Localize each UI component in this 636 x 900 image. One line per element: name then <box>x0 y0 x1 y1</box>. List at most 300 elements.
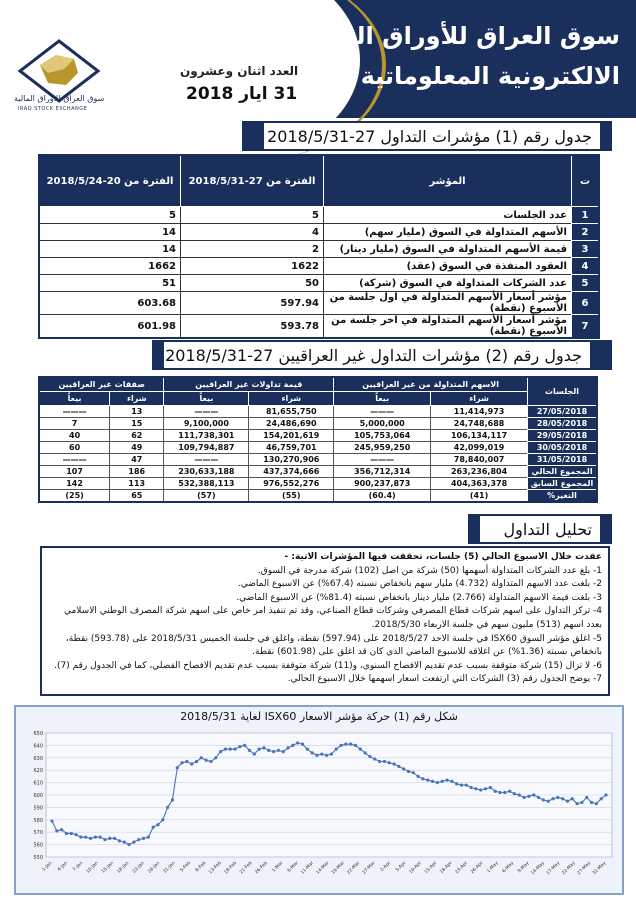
data-point <box>527 795 530 798</box>
publication-subtitle: الالكترونية المعلوماتية <box>360 62 620 90</box>
shares-sell: ——— <box>334 454 431 466</box>
x-tick-label: 14-Mar <box>315 860 331 876</box>
data-point <box>494 790 497 793</box>
trading-indicators-table <box>38 154 600 339</box>
data-point <box>171 798 174 801</box>
row-index: 3 <box>572 241 600 258</box>
data-point <box>161 818 164 821</box>
value-buy: (55) <box>249 490 334 503</box>
data-point <box>407 770 410 773</box>
deals-buy: 47 <box>110 454 164 466</box>
data-point <box>50 819 53 822</box>
x-tick-label: 18-Jan <box>116 860 131 875</box>
logo-subtitle: IRAQ STOCK EXCHANGE <box>18 106 88 112</box>
current-value: 4 <box>181 224 324 241</box>
previous-value: 1662 <box>39 258 181 275</box>
col-deals-buy: شراء <box>110 392 164 406</box>
data-point <box>94 836 97 839</box>
data-point <box>277 749 280 752</box>
x-tick-label: 18-Feb <box>223 860 239 876</box>
previous-value: 601.98 <box>39 315 181 339</box>
data-point <box>224 748 227 751</box>
data-point <box>412 771 415 774</box>
data-point <box>108 837 111 840</box>
x-tick-label: 1-May <box>486 860 500 875</box>
publication-title: سوق العراق للأوراق المالية <box>298 22 620 50</box>
deals-sell: 142 <box>39 478 110 490</box>
data-point <box>388 761 391 764</box>
current-value: 50 <box>181 275 324 292</box>
previous-value: 603.68 <box>39 292 181 315</box>
x-tick-label: 2-Apr <box>379 860 392 874</box>
x-tick-label: 14-May <box>530 860 546 877</box>
data-point <box>470 786 473 789</box>
session-date: 30/05/2018 <box>528 442 598 454</box>
logo-name: سوق العراق للاوراق المالية <box>14 94 105 103</box>
value-sell: 230,633,188 <box>164 466 249 478</box>
x-tick-label: 10-Apr <box>408 860 423 876</box>
data-point <box>402 767 405 770</box>
data-point <box>258 748 261 751</box>
session-date: التغير% <box>528 490 598 503</box>
issue-number: العدد اثنان وعشرون <box>180 64 299 78</box>
data-point <box>306 748 309 751</box>
data-point <box>320 752 323 755</box>
y-tick-label: 550 <box>33 855 43 861</box>
x-tick-label: 19-Mar <box>331 860 346 876</box>
data-point <box>417 775 420 778</box>
data-point <box>604 793 607 796</box>
issue-date: 31 ايار 2018 <box>186 84 298 104</box>
col-deals-sell: بيعاً <box>39 392 110 406</box>
col-shares-buy: شراء <box>431 392 528 406</box>
col-shares-sell: بيعاً <box>334 392 431 406</box>
data-point <box>551 797 554 800</box>
x-tick-label: 27-Mar <box>361 860 377 876</box>
data-point <box>508 790 511 793</box>
shares-buy: (41) <box>431 490 528 503</box>
data-point <box>200 756 203 759</box>
value-sell: ——— <box>164 454 249 466</box>
data-point <box>503 791 506 794</box>
table-header-row <box>39 155 599 207</box>
current-value: 5 <box>181 207 324 224</box>
data-point <box>368 755 371 758</box>
table-header-row <box>39 377 597 392</box>
col-value-buy: شراء <box>249 392 334 406</box>
value-buy: 130,270,906 <box>249 454 334 466</box>
isx60-chart <box>14 705 624 895</box>
data-point <box>523 796 526 799</box>
data-point <box>118 839 121 842</box>
previous-value: 51 <box>39 275 181 292</box>
x-tick-label: 5-Apr <box>395 860 408 874</box>
x-tick-label: 6-Mar <box>286 860 300 874</box>
current-value: 1622 <box>181 258 324 275</box>
data-point <box>113 837 116 840</box>
section1-title: جدول رقم (1) مؤشرات التداول 27-2018/5/31 <box>262 121 602 151</box>
deals-sell: 40 <box>39 430 110 442</box>
value-sell: ——— <box>164 406 249 418</box>
shares-buy: 11,414,973 <box>431 406 528 418</box>
data-point <box>580 801 583 804</box>
analysis-item: 5- اغلق مؤشر السوق ISX60 في جلسة الاحد 2018/5/27 على (597.94) نقطة، واغلق في جلسة الخميس 2018/5/31 على (593.78) نقطة، بانخفاض نسبته (1.36%) عن اغلاقه للاسبوع الماضي الذي كان قد اغلق على (601.98) نقطة. <box>65 633 602 658</box>
x-tick-label: 28-Jan <box>147 860 162 875</box>
x-tick-label: 26-Apr <box>470 860 485 876</box>
col-group-value: قيمة تداولات غير العراقيين <box>164 377 334 392</box>
data-point <box>282 750 285 753</box>
indicator-label: العقود المنفذة في السوق (عقد) <box>324 258 572 275</box>
data-point <box>600 797 603 800</box>
previous-value: 14 <box>39 224 181 241</box>
data-point <box>542 798 545 801</box>
shares-buy: 404,363,378 <box>431 478 528 490</box>
data-point <box>445 779 448 782</box>
data-point <box>455 782 458 785</box>
row-index: 5 <box>572 275 600 292</box>
x-tick-label: 13-Feb <box>208 860 223 876</box>
shares-buy: 263,236,804 <box>431 466 528 478</box>
data-point <box>426 779 429 782</box>
data-point <box>103 838 106 841</box>
x-tick-label: 21-Feb <box>239 860 254 876</box>
exchange-logo-icon <box>14 30 104 118</box>
x-tick-label: 7-Jan <box>72 860 85 873</box>
data-point <box>248 749 251 752</box>
y-tick-label: 650 <box>33 731 43 737</box>
deals-sell: ——— <box>39 406 110 418</box>
data-point <box>479 788 482 791</box>
data-point <box>214 756 217 759</box>
data-point <box>590 801 593 804</box>
data-point <box>431 780 434 783</box>
data-point <box>397 765 400 768</box>
deals-sell: 60 <box>39 442 110 454</box>
header <box>0 0 636 118</box>
row-index: 2 <box>572 224 600 241</box>
data-point <box>441 780 444 783</box>
table-row <box>39 406 597 418</box>
x-tick-label: 9-May <box>517 860 531 875</box>
data-point <box>127 843 130 846</box>
data-point <box>436 781 439 784</box>
non-iraqi-trading-table <box>38 376 598 503</box>
data-point <box>70 832 73 835</box>
session-date: المجموع الحالي <box>528 466 598 478</box>
x-tick-label: 27-May <box>576 860 593 877</box>
data-point <box>253 752 256 755</box>
data-point <box>152 826 155 829</box>
data-point <box>595 802 598 805</box>
session-date: 28/05/2018 <box>528 418 598 430</box>
table-row <box>39 292 599 315</box>
data-point <box>190 762 193 765</box>
data-point <box>339 744 342 747</box>
data-point <box>566 800 569 803</box>
analysis-item: 1- بلغ عدد الشركات المتداولة أسهمها (50) شركة من اصل (102) شركة مدرجة في السوق. <box>257 565 602 576</box>
session-date: 27/05/2018 <box>528 406 598 418</box>
analysis-item: 7- يوضح الجدول رقم (3) الشركات التي ارتفعت اسعار اسهمها خلال الاسبوع الحالي. <box>287 674 602 685</box>
indicator-label: عدد الجلسات <box>324 207 572 224</box>
table-row <box>39 275 599 292</box>
data-point <box>79 836 82 839</box>
data-point <box>349 743 352 746</box>
value-sell: 109,794,887 <box>164 442 249 454</box>
data-point <box>296 741 299 744</box>
value-buy: 437,374,666 <box>249 466 334 478</box>
shares-sell: 900,237,873 <box>334 478 431 490</box>
x-tick-label: 31-Jan <box>162 860 177 875</box>
deals-buy: 62 <box>110 430 164 442</box>
data-point <box>354 744 357 747</box>
table-row <box>39 466 597 478</box>
value-sell: 9,100,000 <box>164 418 249 430</box>
deals-buy: 186 <box>110 466 164 478</box>
col-group-shares: الاسهم المتداولة من غير العراقيين <box>334 377 528 392</box>
data-point <box>60 828 63 831</box>
data-point <box>513 792 516 795</box>
data-point <box>561 797 564 800</box>
table-row <box>39 315 599 339</box>
data-point <box>571 797 574 800</box>
current-value: 597.94 <box>181 292 324 315</box>
x-tick-label: 4-Jan <box>57 860 69 873</box>
data-point <box>484 787 487 790</box>
data-point <box>378 760 381 763</box>
session-date: 31/05/2018 <box>528 454 598 466</box>
row-index: 4 <box>572 258 600 275</box>
x-tick-label: 22-Mar <box>346 860 362 876</box>
table-row <box>39 454 597 466</box>
x-tick-label: 1-Jan <box>41 860 54 873</box>
shares-buy: 106,134,117 <box>431 430 528 442</box>
deals-buy: 65 <box>110 490 164 503</box>
col-group-deals: صفقات غير العراقيين <box>39 377 164 392</box>
session-date: 29/05/2018 <box>528 430 598 442</box>
table-row <box>39 207 599 224</box>
data-point <box>243 744 246 747</box>
row-index: 6 <box>572 292 600 315</box>
data-point <box>233 748 236 751</box>
table-row <box>39 430 597 442</box>
data-point <box>267 749 270 752</box>
data-point <box>585 796 588 799</box>
data-point <box>166 806 169 809</box>
y-tick-label: 570 <box>33 830 43 837</box>
shares-buy: 24,748,688 <box>431 418 528 430</box>
data-point <box>180 761 183 764</box>
x-tick-label: 6-May <box>501 860 516 875</box>
deals-buy: 15 <box>110 418 164 430</box>
col-sessions: الجلسات <box>528 377 598 406</box>
data-point <box>518 793 521 796</box>
value-sell: 111,738,301 <box>164 430 249 442</box>
y-tick-label: 630 <box>33 755 43 762</box>
previous-value: 5 <box>39 207 181 224</box>
x-tick-label: 11-Mar <box>300 860 316 876</box>
data-point <box>132 841 135 844</box>
data-point <box>465 783 468 786</box>
data-point <box>185 760 188 763</box>
y-tick-label: 600 <box>33 793 43 799</box>
table-row <box>39 224 599 241</box>
data-point <box>74 833 77 836</box>
chart-plot <box>16 725 622 893</box>
data-point <box>272 750 275 753</box>
analysis-lead: عقدت خلال الاسبوع الحالي (5) جلسات، تحققت فيها المؤشرات الاتية: - <box>284 552 602 562</box>
col-value-sell: بيعاً <box>164 392 249 406</box>
data-point <box>315 754 318 757</box>
col-previous-period: الفترة من 20-2018/5/24 <box>39 155 181 207</box>
data-point <box>460 783 463 786</box>
deals-sell: (25) <box>39 490 110 503</box>
value-sell: (57) <box>164 490 249 503</box>
x-tick-label: 22-May <box>561 860 577 877</box>
data-point <box>195 760 198 763</box>
data-point <box>364 751 367 754</box>
y-tick-label: 560 <box>33 842 43 849</box>
data-point <box>489 786 492 789</box>
previous-value: 14 <box>39 241 181 258</box>
data-point <box>291 744 294 747</box>
current-value: 2 <box>181 241 324 258</box>
col-index: ت <box>572 155 600 207</box>
x-tick-label: 17-May <box>545 860 562 877</box>
x-tick-label: 31-May <box>592 860 608 877</box>
value-buy: 24,486,690 <box>249 418 334 430</box>
data-point <box>421 777 424 780</box>
data-point <box>65 832 68 835</box>
y-tick-label: 640 <box>33 743 43 750</box>
data-point <box>142 837 145 840</box>
x-tick-label: 5-Feb <box>179 860 192 874</box>
trading-analysis-box <box>40 546 610 696</box>
data-point <box>373 757 376 760</box>
data-point <box>359 748 362 751</box>
data-point <box>450 780 453 783</box>
data-point <box>176 766 179 769</box>
data-point <box>556 796 559 799</box>
value-buy: 154,201,619 <box>249 430 334 442</box>
data-point <box>335 748 338 751</box>
x-tick-label: 15-Apr <box>423 860 439 876</box>
col-current-period: الفترة من 27-2018/5/31 <box>181 155 324 207</box>
data-point <box>286 746 289 749</box>
value-sell: 532,388,113 <box>164 478 249 490</box>
deals-buy: 49 <box>110 442 164 454</box>
data-point <box>383 760 386 763</box>
row-index: 7 <box>572 315 600 339</box>
shares-sell: 5,000,000 <box>334 418 431 430</box>
shares-buy: 78,840,007 <box>431 454 528 466</box>
data-point <box>344 743 347 746</box>
deals-buy: 13 <box>110 406 164 418</box>
table-row <box>39 442 597 454</box>
section3-title: تحليل التداول <box>478 514 602 544</box>
data-point <box>219 750 222 753</box>
y-tick-label: 590 <box>33 805 43 812</box>
session-date: المجموع السابق <box>528 478 598 490</box>
x-tick-label: 1-Mar <box>271 860 285 874</box>
x-tick-label: 18-Apr <box>439 860 454 876</box>
indicator-label: عدد الشركات المتداولة في السوق (شركة) <box>324 275 572 292</box>
section2-title: جدول رقم (2) مؤشرات التداول غير العراقيين 27-2018/5/31 <box>162 340 592 370</box>
data-point <box>229 748 232 751</box>
data-point <box>301 743 304 746</box>
data-point <box>532 793 535 796</box>
analysis-item: 2- بلغت عدد الاسهم المتداولة (4.732) مليار سهم بانخفاض نسبته (67.4%) عن الاسبوع الماضي. <box>237 579 602 590</box>
chart-title: شكل رقم (1) حركة مؤشر الاسعار ISX60 لغاية 2018/5/31 <box>180 710 458 723</box>
data-point <box>209 760 212 763</box>
data-point <box>330 752 333 755</box>
shares-sell: ——— <box>334 406 431 418</box>
data-point <box>99 836 102 839</box>
data-point <box>84 836 87 839</box>
indicator-label: مؤشر أسعار الأسهم المتداولة في اول جلسة من الأسبوع (نقطة) <box>324 292 572 315</box>
x-tick-label: 26-Feb <box>254 860 269 876</box>
data-point <box>392 762 395 765</box>
data-point <box>311 751 314 754</box>
data-point <box>537 796 540 799</box>
deals-sell: 7 <box>39 418 110 430</box>
indicator-label: قيمة الأسهم المتداولة في السوق (مليار دينار) <box>324 241 572 258</box>
data-point <box>498 791 501 794</box>
y-tick-label: 580 <box>33 817 43 824</box>
x-tick-label: 23-Jan <box>131 860 146 875</box>
data-point <box>123 841 126 844</box>
analysis-item: 3- بلغت قيمة الاسهم المتداولة (2.766) مليار دينار بانخفاض نسبته (81.4%) عن الاسبوع الماضي. <box>236 592 602 603</box>
data-point <box>547 800 550 803</box>
table-row <box>39 258 599 275</box>
x-tick-label: 23-Apr <box>454 860 469 876</box>
x-tick-label: 10-Jan <box>85 860 100 875</box>
data-point <box>137 838 140 841</box>
shares-sell: 245,959,250 <box>334 442 431 454</box>
shares-buy: 42,099,019 <box>431 442 528 454</box>
value-buy: 976,552,276 <box>249 478 334 490</box>
deals-buy: 113 <box>110 478 164 490</box>
data-point <box>156 823 159 826</box>
data-point <box>238 745 241 748</box>
data-point <box>205 759 208 762</box>
x-tick-label: 8-Feb <box>194 860 208 874</box>
data-point <box>575 802 578 805</box>
data-point <box>474 787 477 790</box>
y-tick-label: 610 <box>33 780 43 787</box>
deals-sell: 107 <box>39 466 110 478</box>
table-row <box>39 418 597 430</box>
shares-sell: 356,712,314 <box>334 466 431 478</box>
current-value: 593.78 <box>181 315 324 339</box>
table-row <box>39 241 599 258</box>
shares-sell: (60.4) <box>334 490 431 503</box>
data-point <box>89 837 92 840</box>
deals-sell: ——— <box>39 454 110 466</box>
data-point <box>55 829 58 832</box>
col-indicator: المؤشر <box>324 155 572 207</box>
x-tick-label: 15-Jan <box>101 860 115 875</box>
row-index: 1 <box>572 207 600 224</box>
data-point <box>262 746 265 749</box>
y-tick-label: 620 <box>33 768 43 775</box>
data-point <box>325 754 328 757</box>
analysis-item: 6- لا تزال (15) شركة متوقفة بسبب عدم تقديم الافصاح السنوي، و(11) شركة متوقفة بسبب عدم تقديم الافصاح الفصلي، كما في الجدول رقم (7). <box>54 660 602 671</box>
value-buy: 81,655,750 <box>249 406 334 418</box>
indicator-label: مؤشر أسعار الأسهم المتداولة في اخر جلسة من الأسبوع (نقطة) <box>324 315 572 339</box>
value-buy: 46,759,701 <box>249 442 334 454</box>
table-row <box>39 490 597 503</box>
indicator-label: الأسهم المتداولة في السوق (مليار سهم) <box>324 224 572 241</box>
